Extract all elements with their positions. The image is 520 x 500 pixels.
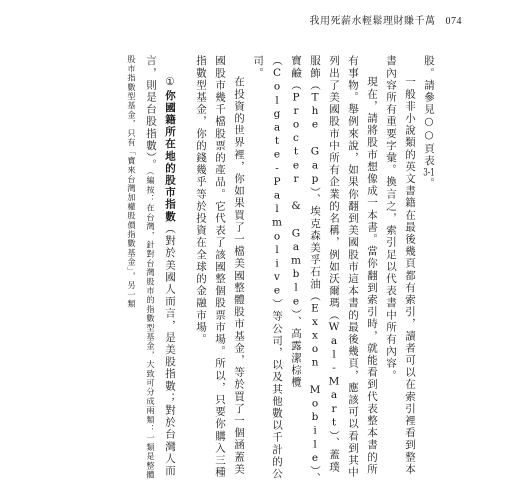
company-colgate-palmolive: Colgate-Palmolive <box>271 67 283 299</box>
running-header <box>310 12 463 27</box>
stock-market-book-text-6: ）等公司，以及其他數以千計的公司。 <box>252 55 283 480</box>
paragraph-stock-market-book <box>248 55 381 485</box>
stock-market-book-text-5: ）、高露潔棕欖（ <box>271 55 302 389</box>
company-the-gap: The Gap <box>309 91 321 187</box>
stock-market-book-text: 現在，請將股市想像成一本書。當你翻到索引時，就能看到代表整本書的所有事物。舉例來說，如果你翻到美國股市這本書的最後幾頁，應該可以看到其中列出了美國股市中所有企業的名稱，例如沃爾瑪（ <box>328 55 378 479</box>
vertical-body-text <box>122 55 438 485</box>
stock-market-book-text-2: ）、蓋璞服飾（ <box>309 55 340 474</box>
company-walmart: Wal-Mart <box>328 321 340 431</box>
paragraph-investing-world: 在投資的世界裡，你如果買了一檔美國整體股市基金，等於買了一個涵蓋美國股市幾千檔股票的產品。它代表了該國整個股票市場。所以，只要你購入三種指數型基金，你的錢幾乎等於投資在全球的金融市場。 <box>195 55 245 479</box>
list-text-1: （對於美國人而言，是美股指數；對於台灣人而言，則是台股指數）。 <box>145 55 176 477</box>
company-procter-gamble: Procter & Gamble <box>290 91 302 309</box>
editor-note: （編按：在台灣，針對台灣股市的指數型基金，大致可分成兩類：一類是整體股市指數型基金，只有「寶來台灣加權股價指數基金」，另一類 <box>127 55 156 480</box>
list-number-1: ① <box>164 76 176 90</box>
list-item-1 <box>122 55 179 485</box>
table-reference-end: 。 <box>423 177 435 190</box>
table-number: 3-1 <box>423 166 435 178</box>
stock-market-book-text-4: ）、寶鹼（ <box>290 55 321 485</box>
page-number: 074 <box>445 16 462 27</box>
stock-market-book-text-3: ）、埃克森美孚石油（ <box>309 186 321 303</box>
paragraph-index-intro: 一般非小說類的英文書籍在最後幾頁都有索引，讀者可以在索引裡看到整本書內容所有重要字彙。換言之，索引足以代表書中所有內容。 <box>385 55 416 476</box>
list-heading-1: 你國籍所在地的股市指數 <box>164 89 176 223</box>
paragraph-spacer <box>179 55 191 485</box>
paragraph-table-reference <box>419 55 438 485</box>
book-title: 我用死薪水輕鬆理財賺千萬 <box>309 16 436 27</box>
table-reference-text: 股。請參見○○頁表 <box>423 55 435 167</box>
company-exxon-mobile: Exxon Mobile <box>309 302 321 466</box>
